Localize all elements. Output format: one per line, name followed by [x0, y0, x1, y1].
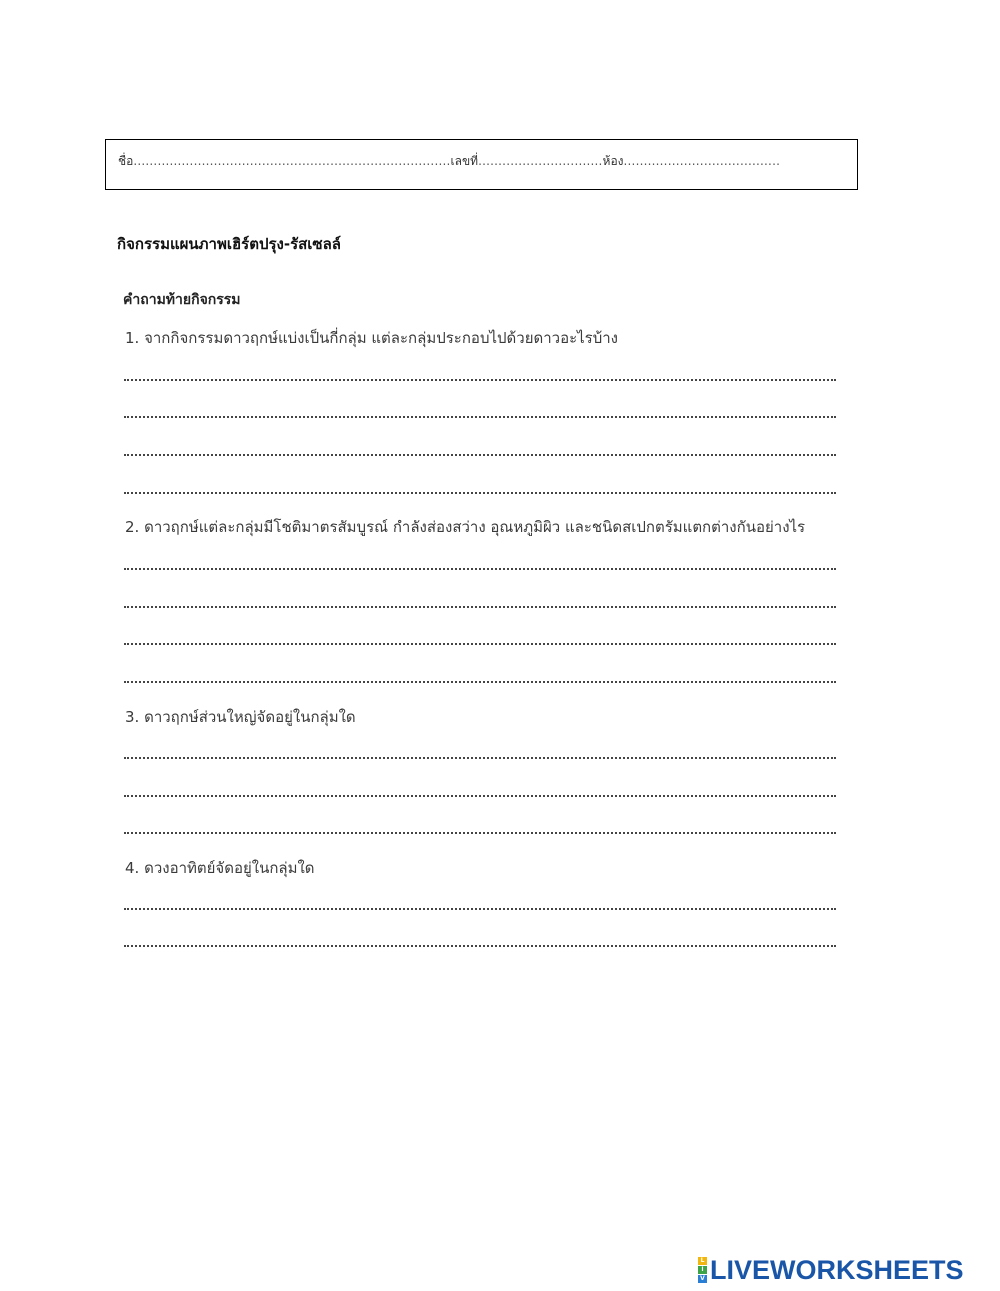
- number-label: เลขที่: [450, 154, 479, 168]
- answer-line-q2-4[interactable]: [124, 681, 836, 683]
- number-field[interactable]: ...............................: [478, 154, 603, 168]
- liveworksheets-logo: [698, 1255, 964, 1285]
- answer-line-q1-1[interactable]: [124, 379, 836, 381]
- answer-line-q2-2[interactable]: [124, 606, 836, 608]
- room-field[interactable]: .......................................: [623, 154, 781, 168]
- question-3: 3. ดาวฤกษ์ส่วนใหญ่จัดอยู่ในกลุ่มใด: [125, 708, 356, 726]
- question-4: 4. ดวงอาทิตย์จัดอยู่ในกลุ่มใด: [125, 859, 315, 877]
- answer-line-q4-1[interactable]: [124, 908, 836, 910]
- question-2: 2. ดาวฤกษ์แต่ละกลุ่มมีโชติมาตรสัมบูรณ์ กำลังส่องสว่าง อุณหภูมิผิว และชนิดสเปกตรัมแตกต่างกันอย่างไร: [125, 518, 806, 536]
- answer-line-q1-2[interactable]: [124, 416, 836, 418]
- answer-line-q2-3[interactable]: [124, 643, 836, 645]
- student-info-line: [118, 152, 780, 171]
- answer-line-q3-3[interactable]: [124, 832, 836, 834]
- room-label: ห้อง: [602, 154, 624, 168]
- name-field[interactable]: ...............................................................................: [133, 154, 451, 168]
- answer-line-q4-2[interactable]: [124, 945, 836, 947]
- logo-mark-letter-v: V: [698, 1275, 707, 1283]
- student-info-box: [105, 139, 858, 190]
- answer-line-q2-1[interactable]: [124, 568, 836, 570]
- questions-heading: คำถามท้ายกิจกรรม: [123, 292, 241, 308]
- answer-line-q1-3[interactable]: [124, 454, 836, 456]
- logo-text: LIVEWORKSHEETS: [710, 1255, 964, 1285]
- logo-mark-letter-l: L: [698, 1257, 707, 1265]
- question-1: 1. จากกิจกรรมดาวฤกษ์แบ่งเป็นกี่กลุ่ม แต่ละกลุ่มประกอบไปด้วยดาวอะไรบ้าง: [125, 329, 619, 347]
- logo-mark-letter-i: I: [698, 1266, 707, 1274]
- answer-line-q1-4[interactable]: [124, 492, 836, 494]
- answer-line-q3-1[interactable]: [124, 757, 836, 759]
- answer-line-q3-2[interactable]: [124, 795, 836, 797]
- logo-mark-icon: [698, 1257, 707, 1283]
- worksheet-title: กิจกรรมแผนภาพเฮิร์ตปรุง-รัสเซลล์: [117, 235, 341, 253]
- name-label: ชื่อ: [118, 154, 134, 168]
